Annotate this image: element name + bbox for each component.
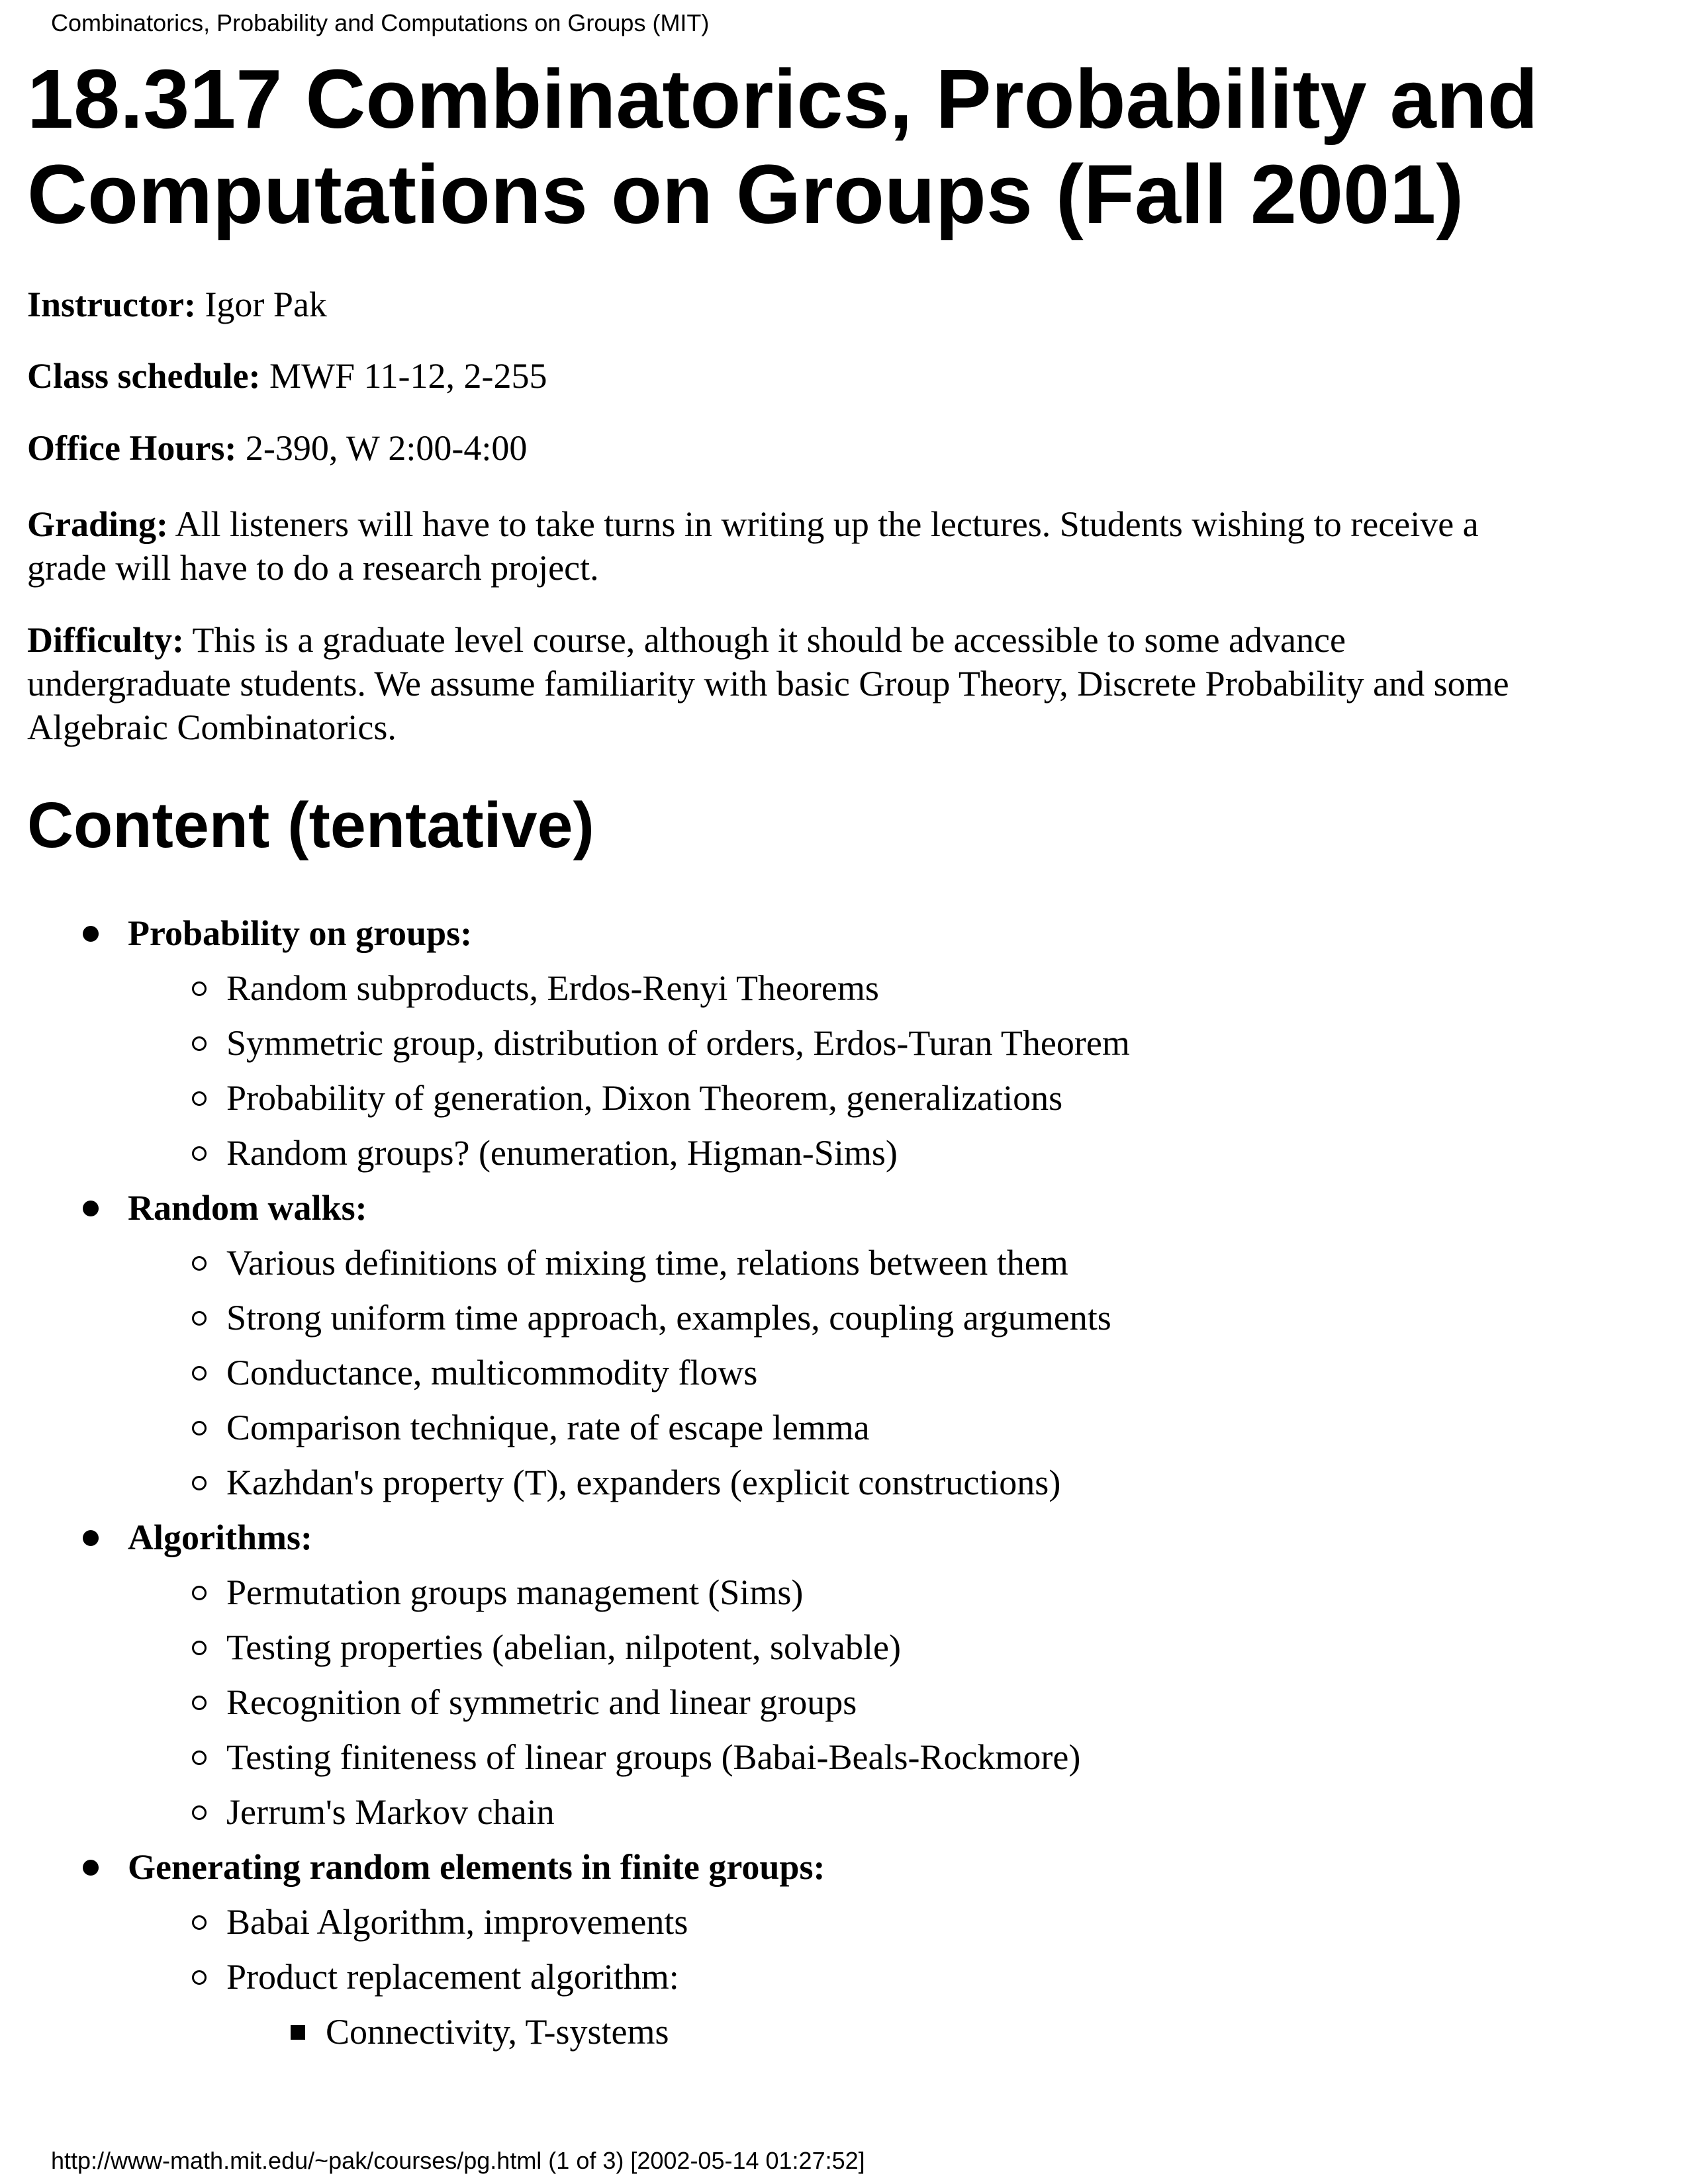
subtopic-list	[128, 1565, 1130, 1840]
office-hours-value: 2-390, W 2:00-4:00	[236, 428, 528, 468]
bullet-circle-icon	[192, 1915, 207, 1930]
subtopic-item	[128, 1785, 1130, 1840]
difficulty-text-line-1: This is a graduate level course, although it should be accessible to some advance	[183, 620, 1346, 660]
header-title: Combinatorics, Probability and Computations on Groups (MIT)	[51, 9, 710, 36]
subtopic-text: Probability of generation, Dixon Theorem, generalizations	[226, 1078, 1063, 1118]
subtopic-text: Random groups? (enumeration, Higman-Sims)	[226, 1133, 898, 1173]
subsubtopic-item	[226, 2005, 1130, 2060]
subtopic-text: Product replacement algorithm:	[226, 1957, 679, 1997]
topic-item	[0, 906, 1130, 1181]
subtopic-text: Conductance, multicommodity flows	[226, 1353, 758, 1392]
class-schedule-label: Class schedule:	[27, 356, 261, 396]
subtopic-item	[128, 1565, 1130, 1620]
instructor-label: Instructor:	[27, 285, 196, 324]
difficulty-text-line-3: Algebraic Combinatorics.	[27, 707, 397, 747]
subtopic-list	[128, 961, 1130, 1181]
subtopic-item	[128, 1236, 1130, 1291]
bullet-disc-icon	[83, 1201, 99, 1216]
subtopic-text: Permutation groups management (Sims)	[226, 1572, 804, 1612]
subtopic-text: Babai Algorithm, improvements	[226, 1902, 688, 1942]
bullet-circle-icon	[192, 1256, 207, 1271]
subtopic-item	[128, 1400, 1130, 1455]
subtopic-text: Testing properties (abelian, nilpotent, solvable)	[226, 1627, 901, 1667]
subsubtopic-text: Connectivity, T-systems	[326, 2012, 669, 2052]
subtopic-item	[128, 1675, 1130, 1730]
footer-url: http://www-math.mit.edu/~pak/courses/pg.html (1 of 3) [2002-05-14 01:27:52]	[51, 2147, 865, 2174]
subtopic-text: Comparison technique, rate of escape lemma	[226, 1408, 870, 1447]
grading-text-line-1: All listeners will have to take turns in writing up the lectures. Students wishing to receive a	[168, 504, 1479, 544]
topic-item	[0, 1510, 1130, 1840]
subtopic-text: Testing finiteness of linear groups (Babai-Beals-Rockmore)	[226, 1737, 1081, 1777]
bullet-circle-icon	[192, 1146, 207, 1161]
subtopic-text: Kazhdan's property (T), expanders (explicit constructions)	[226, 1463, 1061, 1502]
bullet-disc-icon	[83, 1860, 99, 1876]
subtopic-list	[128, 1236, 1130, 1510]
grading-info	[27, 502, 1642, 590]
instructor-info	[27, 283, 1642, 326]
topic-label: Random walks:	[128, 1188, 367, 1228]
office-hours-info	[27, 426, 1642, 470]
instructor-value: Igor Pak	[195, 285, 327, 324]
bullet-circle-icon	[192, 1036, 207, 1051]
bullet-circle-icon	[192, 1421, 207, 1435]
bullet-circle-icon	[192, 981, 207, 996]
bullet-circle-icon	[192, 1805, 207, 1820]
content-section-title: Content (tentative)	[27, 789, 594, 861]
subtopic-item	[128, 961, 1130, 1016]
subtopic-item	[128, 1455, 1130, 1510]
bullet-circle-icon	[192, 1586, 207, 1600]
topic-label: Algorithms:	[128, 1518, 312, 1557]
bullet-disc-icon	[83, 1530, 99, 1546]
subtopic-item	[128, 1730, 1130, 1785]
subtopic-item	[128, 1620, 1130, 1675]
subtopic-text: Recognition of symmetric and linear groups	[226, 1682, 857, 1722]
bullet-square-icon	[291, 2025, 305, 2040]
difficulty-text-line-2: undergraduate students. We assume familiarity with basic Group Theory, Discrete Probability and some	[27, 664, 1509, 704]
bullet-circle-icon	[192, 1641, 207, 1655]
subtopic-item	[128, 1126, 1130, 1181]
grading-label: Grading:	[27, 504, 169, 544]
class-schedule-info	[27, 354, 1642, 398]
subtopic-item	[128, 1950, 1130, 2060]
page-title-line-2: Computations on Groups (Fall 2001)	[27, 148, 1464, 241]
subtopic-text: Random subproducts, Erdos-Renyi Theorems	[226, 968, 879, 1008]
bullet-circle-icon	[192, 1696, 207, 1710]
subtopic-text: Various definitions of mixing time, relations between them	[226, 1243, 1068, 1283]
bullet-circle-icon	[192, 1970, 207, 1985]
office-hours-label: Office Hours:	[27, 428, 237, 468]
bullet-circle-icon	[192, 1751, 207, 1765]
page-title	[27, 52, 1649, 242]
grading-text-line-2: grade will have to do a research project.	[27, 548, 599, 588]
subsubtopic-list	[226, 2005, 1130, 2060]
bullet-circle-icon	[192, 1366, 207, 1381]
difficulty-label: Difficulty:	[27, 620, 184, 660]
class-schedule-value: MWF 11-12, 2-255	[260, 356, 547, 396]
subtopic-item	[128, 1291, 1130, 1345]
topic-label: Probability on groups:	[128, 913, 473, 953]
subtopic-item	[128, 1016, 1130, 1071]
bullet-circle-icon	[192, 1476, 207, 1490]
bullet-circle-icon	[192, 1091, 207, 1106]
subtopic-item	[128, 1071, 1130, 1126]
topic-list	[0, 906, 1130, 2060]
page-title-line-1: 18.317 Combinatorics, Probability and	[27, 52, 1538, 146]
subtopic-text: Jerrum's Markov chain	[226, 1792, 555, 1832]
bullet-disc-icon	[83, 926, 99, 942]
topic-item	[0, 1840, 1130, 2060]
subtopic-text: Strong uniform time approach, examples, coupling arguments	[226, 1298, 1111, 1338]
topic-label: Generating random elements in finite groups:	[128, 1847, 825, 1887]
subtopic-list	[128, 1895, 1130, 2060]
bullet-circle-icon	[192, 1311, 207, 1326]
subtopic-text: Symmetric group, distribution of orders, Erdos-Turan Theorem	[226, 1023, 1130, 1063]
subtopic-item	[128, 1895, 1130, 1950]
subtopic-item	[128, 1345, 1130, 1400]
difficulty-info	[27, 618, 1642, 749]
topic-item	[0, 1181, 1130, 1510]
